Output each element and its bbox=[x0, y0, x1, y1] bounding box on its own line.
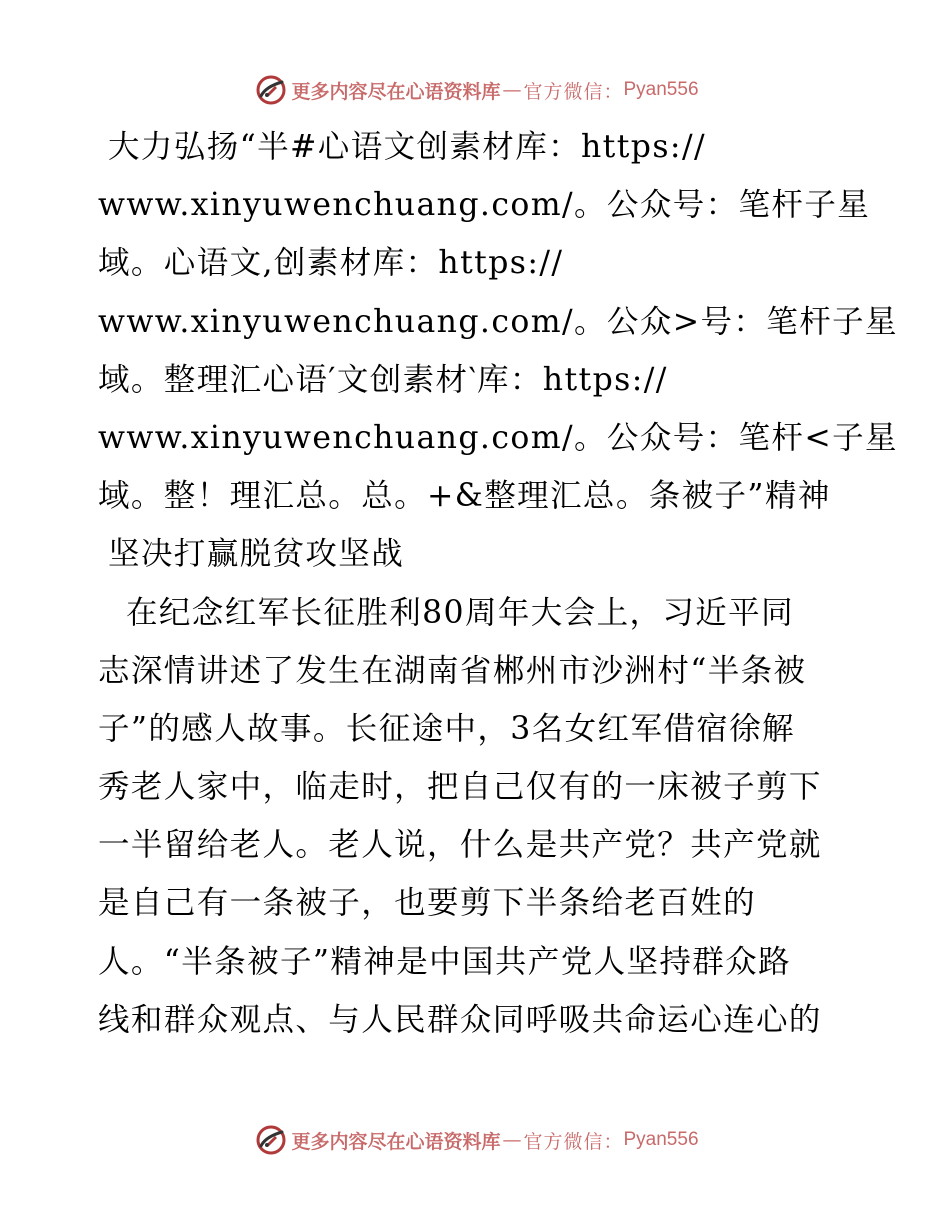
banner-wechat-label: 官方微信： bbox=[523, 1130, 624, 1153]
text-line: www.xinyuwenchuang.com/。公众号：笔杆子星 bbox=[98, 187, 871, 224]
text-line: 秀老人家中，临走时，把自己仅有的一床被子剪下 bbox=[98, 769, 822, 806]
document-body bbox=[98, 118, 898, 1049]
footer-watermark-banner bbox=[0, 1120, 950, 1160]
text-line: 人。“半条被子”精神是中国共产党人坚持群众路 bbox=[98, 943, 792, 980]
text-line: 子”的感人故事。长征途中，3名女红军借宿徐解 bbox=[98, 710, 795, 747]
banner-main-text: 更多内容尽在心语资料库 bbox=[291, 1130, 501, 1153]
text-line: 是自己有一条被子，也要剪下半条给老百姓的 bbox=[98, 885, 757, 922]
banner-wechat-id: Pyan556 bbox=[623, 79, 699, 100]
text-line: 在纪念红军长征胜利80周年大会上，习近平同 bbox=[126, 594, 794, 631]
text-line: 志深情讲述了发生在湖南省郴州市沙洲村“半条被 bbox=[98, 652, 807, 689]
banner-main-text: 更多内容尽在心语资料库 bbox=[291, 80, 501, 103]
banner-wechat-label: 官方微信： bbox=[523, 80, 624, 103]
banner-wechat-id: Pyan556 bbox=[623, 1129, 699, 1150]
header-watermark-banner bbox=[0, 70, 950, 110]
swirl-pen-logo-icon bbox=[255, 1124, 287, 1156]
section-heading: 坚决打赢脱贫攻坚战 bbox=[108, 536, 405, 573]
text-line: 域。整理汇心语′文创素材‵库：https:// bbox=[98, 361, 668, 398]
text-line: 一半留给老人。老人说，什么是共产党？共产党就 bbox=[98, 827, 822, 864]
text-line: 大力弘扬“半#心语文创素材库：https:// bbox=[108, 129, 706, 165]
text-line: 域。整！理汇总。总。+&整理汇总。条被子”精神 bbox=[98, 478, 831, 515]
text-line: 线和群众观点、与人民群众同呼吸共命运心连心的 bbox=[98, 1001, 822, 1038]
swirl-pen-logo-icon bbox=[255, 74, 287, 106]
text-line: 域。心语文,创素材库：https:// bbox=[98, 245, 564, 282]
banner-separator: — bbox=[502, 1129, 522, 1151]
text-line: www.xinyuwenchuang.com/。公众>号：笔杆子星 bbox=[98, 303, 898, 340]
banner-separator: — bbox=[502, 79, 522, 101]
text-line: www.xinyuwenchuang.com/。公众号：笔杆<子星 bbox=[98, 419, 898, 456]
